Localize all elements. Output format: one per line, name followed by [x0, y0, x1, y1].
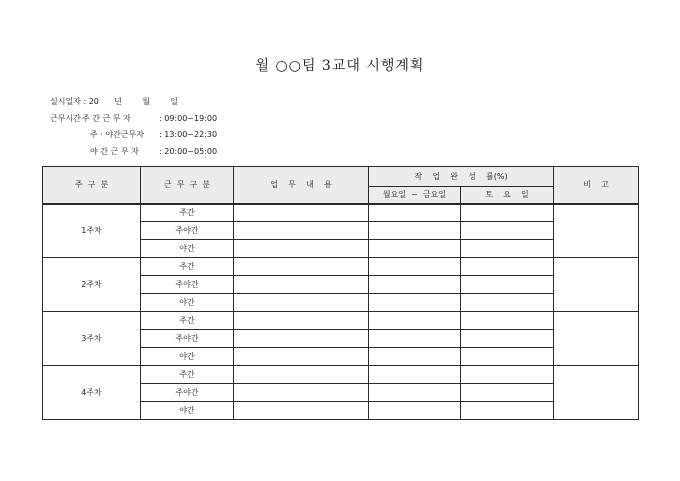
header-weekday: 월요일 ~ 금요일: [369, 187, 461, 204]
shift-time-day: : 09:00~19:00: [159, 114, 218, 123]
week-label: 4주차: [43, 366, 141, 420]
task-cell[interactable]: [234, 312, 369, 330]
header-task: 업 무 내 용: [234, 167, 369, 204]
task-cell[interactable]: [234, 294, 369, 312]
saturday-progress-cell[interactable]: [461, 258, 554, 276]
weekday-progress-cell[interactable]: [369, 402, 461, 420]
table-row: [43, 312, 639, 330]
shift-cell: 주야간: [141, 330, 234, 348]
shift-time-dayNight: : 13:00~22:30: [159, 130, 218, 139]
weekday-progress-cell[interactable]: [369, 384, 461, 402]
shift-name-night: 야 간 근 무 자: [90, 147, 139, 156]
shift-cell: 주야간: [141, 384, 234, 402]
remarks-cell[interactable]: [554, 204, 639, 258]
saturday-progress-cell[interactable]: [461, 222, 554, 240]
saturday-progress-cell[interactable]: [461, 240, 554, 258]
hours-label: 근무시간: [50, 114, 81, 123]
header-remarks: 비 고: [554, 167, 639, 204]
plan-table: [42, 166, 639, 420]
shift-cell: 주간: [141, 204, 234, 222]
table-row: [43, 258, 639, 276]
header-shift: 근 무 구 분: [141, 167, 234, 204]
document-title: 월 ○○팀 3교대 시행계획: [255, 58, 425, 74]
task-cell[interactable]: [234, 276, 369, 294]
task-cell[interactable]: [234, 348, 369, 366]
saturday-progress-cell[interactable]: [461, 276, 554, 294]
weekday-progress-cell[interactable]: [369, 222, 461, 240]
week-label: 3주차: [43, 312, 141, 366]
saturday-progress-cell[interactable]: [461, 366, 554, 384]
header-progress: 작 업 완 성 률(%): [369, 167, 554, 187]
date-line: 실시일자 : 20 년 월 일: [50, 97, 179, 106]
shift-cell: 주야간: [141, 222, 234, 240]
saturday-progress-cell[interactable]: [461, 330, 554, 348]
task-cell[interactable]: [234, 222, 369, 240]
weekday-progress-cell[interactable]: [369, 258, 461, 276]
remarks-cell[interactable]: [554, 258, 639, 312]
shift-name-dayNight: 주 · 야간근무자: [90, 130, 144, 139]
task-cell[interactable]: [234, 384, 369, 402]
header-week: 주 구 분: [43, 167, 141, 204]
shift-cell: 야간: [141, 240, 234, 258]
task-cell[interactable]: [234, 258, 369, 276]
saturday-progress-cell[interactable]: [461, 384, 554, 402]
shift-name-day: 주 간 근 무 자: [82, 114, 131, 123]
shift-cell: 주간: [141, 366, 234, 384]
table-row: [43, 204, 639, 222]
table-row: [43, 366, 639, 384]
weekday-progress-cell[interactable]: [369, 294, 461, 312]
task-cell[interactable]: [234, 330, 369, 348]
weekday-progress-cell[interactable]: [369, 330, 461, 348]
remarks-cell[interactable]: [554, 366, 639, 420]
saturday-progress-cell[interactable]: [461, 312, 554, 330]
week-label: 1주차: [43, 204, 141, 258]
shift-cell: 주간: [141, 312, 234, 330]
task-cell[interactable]: [234, 240, 369, 258]
weekday-progress-cell[interactable]: [369, 276, 461, 294]
shift-cell: 야간: [141, 348, 234, 366]
task-cell[interactable]: [234, 204, 369, 222]
saturday-progress-cell[interactable]: [461, 402, 554, 420]
remarks-cell[interactable]: [554, 312, 639, 366]
weekday-progress-cell[interactable]: [369, 204, 461, 222]
weekday-progress-cell[interactable]: [369, 348, 461, 366]
weekday-progress-cell[interactable]: [369, 366, 461, 384]
saturday-progress-cell[interactable]: [461, 348, 554, 366]
shift-cell: 야간: [141, 294, 234, 312]
week-label: 2주차: [43, 258, 141, 312]
task-cell[interactable]: [234, 366, 369, 384]
shift-time-night: : 20:00~05:00: [159, 147, 218, 156]
weekday-progress-cell[interactable]: [369, 312, 461, 330]
saturday-progress-cell[interactable]: [461, 204, 554, 222]
weekday-progress-cell[interactable]: [369, 240, 461, 258]
shift-cell: 주간: [141, 258, 234, 276]
saturday-progress-cell[interactable]: [461, 294, 554, 312]
header-saturday: 토 요 일: [461, 187, 554, 204]
shift-cell: 야간: [141, 402, 234, 420]
task-cell[interactable]: [234, 402, 369, 420]
shift-cell: 주야간: [141, 276, 234, 294]
